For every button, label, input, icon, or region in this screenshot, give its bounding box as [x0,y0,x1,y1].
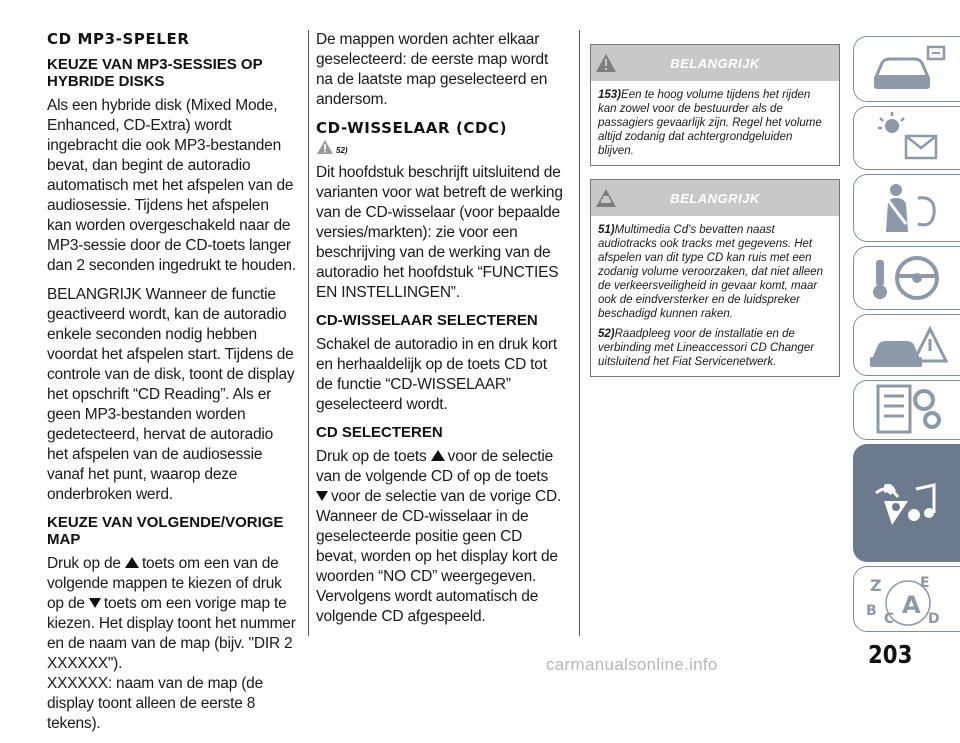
paragraph-cdc-intro: Dit hoofdstuk beschrijft uitsluitend de varianten voor wat betreft de werking van de CD-wisselaar (voor bepaalde versies/markten): zie voor een beschrijving van de werking van de autoradio het hoofdstuk “FUNCTIES EN INSTELLINGEN”. [316,164,563,301]
paragraph-folder-select: Druk op de toets om een van de volgende mappen te kiezen of druk op de toets om een vorige map te kiezen. Het display toont het nummer en de naam van de map (bijv. "DIR 2 XXXXXX"). [47,555,296,672]
heading-select-cd-changer: CD-WISSELAAR SELECTEREN [316,312,538,329]
tab-dashboard[interactable] [853,36,960,102]
paragraph-important-note: BELANGRIJK Wanneer de functie geactiveerd wordt, kan de autoradio enkele seconden nodig hebben voordat het afspelen start. Tijdens de controle van de disk, toont de display het opschrift “CD Reading”. Als er geen MP3-bestanden worden gedetecteerd, hervat de autoradio het afspelen van de audiosessie vanaf het punt, waarop deze onderbroken werd. [47,286,295,503]
tab-safety[interactable] [853,174,960,242]
paragraph-folder-name: XXXXXX: naam van de map (de display toont alleen de eerste 8 tekens). [47,675,264,732]
key-steering-wheel-icon [862,248,952,308]
section-title-cd-mp3: CD MP3-SPELER [47,30,190,48]
paragraph-hybrid-disk: Als een hybride disk (Mixed Mode, Enhanced, CD-Extra) wordt ingebracht die ook MP3-bestanden bevat, dan begint de autoradio automatisch met het afspelen van de audiosessie. Tijdens het afspelen kan worden overgeschakeld naar de MP3-sessie door de CD-toets langer dan 2 seconden ingedrukt te houden. [47,97,296,274]
important-box-volume [590,44,840,166]
paragraph-folder-order: De mappen worden achter elkaar geselecteerd: de eerste map wordt na de laatste map geselecteerd en andersom. [316,31,549,108]
paragraph-select-changer: Schakel de autoradio in en druk kort en herhaaldelijk op de toets CD tot de functie “CD-WISSELAAR” geselecteerd wordt. [316,336,557,413]
tab-emergency[interactable] [853,314,960,376]
watermark-footer: carmanualsonline.info [546,655,718,674]
car-dashboard-icon [862,39,952,99]
multimedia-icon [862,473,952,533]
left-column [47,30,297,743]
up-arrow-icon [431,450,445,461]
heading-select-cd: CD SELECTEREN [316,424,443,441]
warning-reference [316,139,566,155]
up-arrow-icon [125,557,139,568]
tab-index[interactable] [853,566,960,632]
note-153: 153)Een te hoog volume tijdens het rijden kan zowel voor de bestuurder als de passagiers gevaarlijk zijn. Regel het volume altijd zodanig dat achtergrondgeluiden blijven. [598,89,822,157]
svg-text:A: A [902,591,921,619]
down-arrow-icon [316,491,328,501]
tab-warning-lights[interactable] [853,106,960,170]
middle-column [316,30,566,636]
down-arrow-icon [89,598,101,608]
box-title: BELANGRIJK [670,190,760,206]
svg-text:Z: Z [870,576,882,595]
warning-triangle-icon [316,139,334,155]
note-51: 51)Multimedia Cd's bevatten naast audiotracks ook tracks met gegevens. Het afspelen van dit type CD kan ruis met een zodanig volume veroorzaken, dat niet alleen de verkeersveiligheid in gevaar komt, maar ook de eindversterker en de luidspreker beschadigd kunnen raken. [598,224,824,320]
paragraph-select-cd: Druk op de toets voor de selectie van de volgende CD of op de toets voor de selectie van de vorige CD. Wanneer de CD-wisselaar in de geselecteerde positie geen CD bevat, worden op het display kort de woorden “NO CD” weergegeven. Vervolgens wordt automatisch de volgende CD afgespeeld. [316,448,562,625]
right-column [590,44,840,390]
index-letters-icon [862,569,952,629]
svg-text:D: D [928,611,940,627]
maintenance-checklist-icon [862,380,952,440]
car-warning-icon [595,188,617,208]
note-52: 52)Raadpleeg voor de installatie en de verbinding met Lineaccessori CD Changer uitsluitend het Fiat Servicenetwerk. [598,328,815,368]
warning-lights-icon [862,108,952,168]
tab-maintenance[interactable] [853,380,960,440]
important-box-multimedia [590,179,840,377]
heading-mp3-sessions: KEUZE VAN MP3-SESSIES OP HYBRIDE DISKS [47,56,263,90]
svg-text:B: B [866,603,877,619]
section-title-cd-changer: CD-WISSELAAR (CDC) [316,119,508,137]
tab-multimedia[interactable] [853,444,960,562]
column-divider [308,30,309,636]
seatbelt-airbag-icon [862,178,952,238]
svg-text:E: E [920,575,930,591]
column-divider [579,30,580,636]
page-number: 203 [868,640,913,669]
heading-next-prev-folder: KEUZE VAN VOLGENDE/VORIGE MAP [47,514,284,548]
warning-ref-number: 52) [336,146,348,155]
tab-starting-driving[interactable] [853,246,960,310]
box-title: BELANGRIJK [670,55,760,71]
svg-text:C: C [884,611,895,627]
emergency-breakdown-icon [862,315,952,375]
warning-triangle-icon [595,53,617,73]
